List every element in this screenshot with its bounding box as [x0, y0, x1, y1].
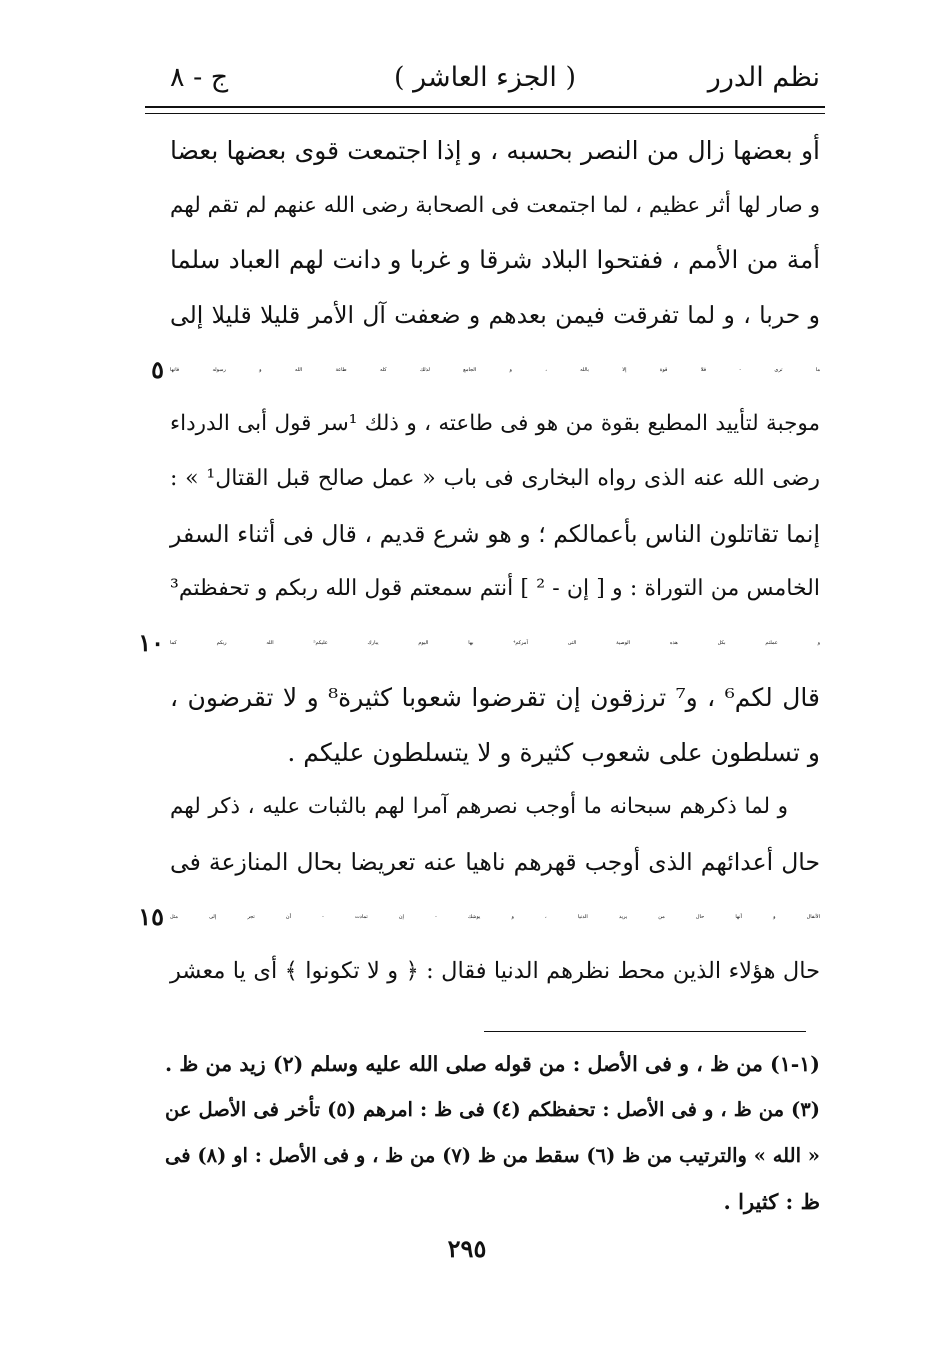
text-line: حال هؤلاء الذين محط نظرهم الدنيا فقال : ﴿ و لا تكونوا ﴾ أى يا معشر	[170, 958, 820, 985]
header-rule-thin	[145, 113, 825, 114]
footnote-line: ظ : كثيرا .	[723, 1189, 820, 1214]
part-title: ( الجزء العاشر )	[393, 62, 577, 93]
text-line: إنما تقاتلون الناس بأعمالكم ؛ و هو شرع قديم ، قال فى أثناء السفر	[170, 519, 820, 548]
book-title: نظم الدرر	[707, 62, 820, 93]
text-line-15	[138, 890, 820, 945]
text-line: الخامس من التوراة : و [ إن - ² ] أنتم سمعتم قول الله ربكم و تحفظتم³	[170, 575, 821, 601]
text-line-5	[151, 343, 820, 398]
text-line: قال لكم⁶ ، و⁷ ترزقون إن تقرضوا شعوبا كثيرة⁸ و لا تقرضون ،	[170, 682, 820, 712]
text-line: و صار لها أثر عظيم ، لما اجتمعت فى الصحابة رضى الله عنهم لم تقم لهم	[170, 192, 820, 218]
footnote-line: (٣) من ظ ، و فى الأصل : تحفظكم (٤) فى ظ : امرهم (٥) تأخر فى الأصل عن	[165, 1098, 820, 1121]
text-line: و لما ذكرهم سبحانه ما أوجب نصرهم آمرا لهم بالثبات عليه ، ذكر لهم	[170, 794, 788, 820]
line-number-15: ١٥	[138, 901, 164, 931]
page-number: ٢٩٥	[447, 1234, 487, 1263]
text-line-content: ما ترى - فلا قوة إلا بالله ، و الجامع لذلك كله طاعة الله و رسوله فانها	[170, 366, 820, 373]
text-line-10	[138, 616, 820, 671]
footnote-rule	[484, 1031, 806, 1032]
text-line: أمة من الأمم ، ففتحوا البلاد شرقا و غربا و دانت لهم العباد سلما	[170, 245, 820, 275]
text-line: حال أعدائهم الذى أوجب قهرهم ناهيا عنه تعريضا بحال المنازعة فى	[170, 847, 820, 876]
line-number-5: ٥	[151, 354, 164, 384]
text-line-content: و عملتم بكل هذه الوصية التى آمركم⁴ بها اليوم يبارك عليكم⁵ الله ربكم كما	[170, 640, 820, 647]
text-line: و حربا ، و لما تفرقت فيمن بعدهم و ضعفت آل الأمر قليلا قليلا إلى	[170, 301, 820, 330]
line-number-10: ١٠	[138, 628, 164, 658]
text-line: أو بعضها زال من النصر بحسبه ، و إذا اجتمعت قوى بعضها بعضا	[170, 136, 820, 165]
volume-label: ج - ٨	[170, 62, 229, 93]
running-header	[150, 58, 820, 102]
footnote-line: « الله » والترتيب من ظ (٦) سقط من ظ (٧) من ظ ، و فى الأصل : او (٨) فى	[165, 1144, 820, 1167]
footnotes	[165, 1041, 820, 1225]
text-line: و تسلطون على شعوب كثيرة و لا يتسلطون عليكم .	[287, 737, 820, 767]
text-line-content: الأنفال و أنها حال من يريد الدنيا ، و يوشك - إن تمادت - أن تجر إلى مثل	[170, 913, 820, 920]
header-rule-thick	[145, 106, 825, 108]
main-text	[138, 124, 821, 999]
text-line: موجبة لتأييد المطيع بقوة من هو فى طاعته ، و ذلك ¹سر قول أبى الدرداء	[170, 411, 820, 437]
text-line: رضى الله عنه الذى رواه البخارى فى باب « عمل صالح قبل القتال¹ » :	[170, 466, 821, 492]
footnote-line: (١-١) من ظ ، و فى الأصل : من قوله صلى الله عليه وسلم (٢) زيد من ظ .	[165, 1052, 820, 1076]
